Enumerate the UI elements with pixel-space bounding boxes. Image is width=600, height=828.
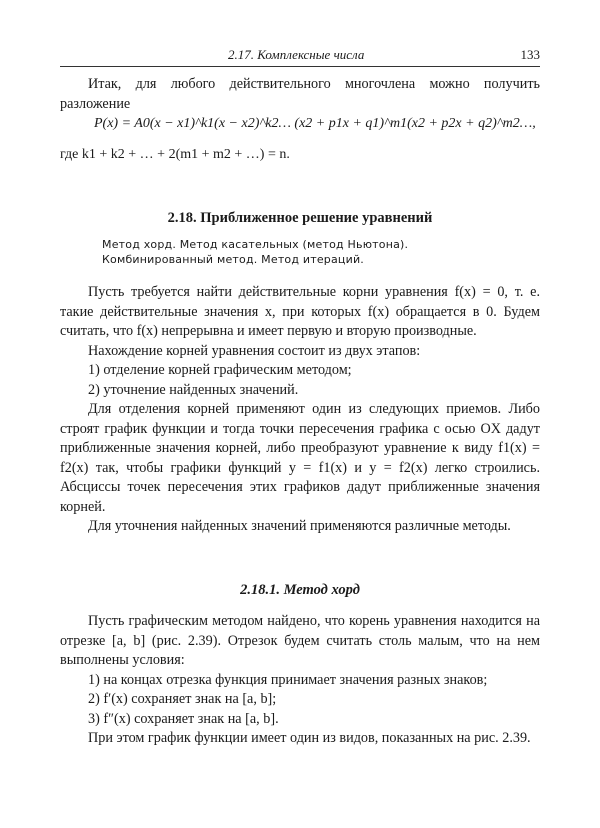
intro-paragraph xyxy=(60,75,540,114)
exponent-condition xyxy=(60,147,290,163)
list-item: 1) отделение корней графическим методом; xyxy=(88,362,352,378)
section-heading-2-18: 2.18. Приближенное решение уравнений xyxy=(167,210,433,226)
list-item: 2) уточнение найденных значений. xyxy=(88,381,299,398)
paragraph: Для отделения корней применяют один из следующих приемов. Либо строят график функции и тогда точки пересечения графика с осью OX дадут приближенные значения корней, либо преобразуют уравнение к виду f1(x) = f2(x) так, чтобы графики функций y = f1(x) и y = f2(x) легко строились. Абсциссы точек пересечения этих графиков дадут приближенные значения корней. xyxy=(60,401,540,515)
list-item: 3) f″(x) сохраняет знак на [a, b]. xyxy=(88,710,279,727)
formula-text: P(x) = A0(x − x1)^k1(x − x2)^k2… (x2 + p1x + q1)^m1(x2 + p2x + q2)^m2…, xyxy=(94,116,536,131)
list-item: 1) на концах отрезка функция принимает значения разных знаков; xyxy=(88,671,488,688)
section-2-18-body xyxy=(60,283,540,537)
paragraph: Пусть графическим методом найдено, что корень уравнения находится на отрезке [a, b] (рис. 2.39). Отрезок будем считать столь малым, что на нем выполнены условия: xyxy=(60,613,540,668)
section-2-18-1-body xyxy=(60,612,540,749)
paragraph: Пусть требуется найти действительные корни уравнения f(x) = 0, т. е. такие действительные значения x, при которых f(x) обращается в 0. Будем считать, что f(x) непрерывна и имеет первую и вторую производные. xyxy=(60,284,540,339)
section-heading-2-18-1: 2.18.1. Метод хорд xyxy=(240,582,360,598)
paragraph: Для уточнения найденных значений применяются различные методы. xyxy=(88,518,511,534)
where-text: где k1 + k2 + … + 2(m1 + m2 + …) = n. xyxy=(60,147,290,162)
list-item: 2) f′(x) сохраняет знак на [a, b]; xyxy=(88,691,277,707)
section-keywords: Метод хорд. Метод касательных (метод Ньютона). Комбинированный метод. Метод итераций. xyxy=(102,238,409,266)
intro-text: Итак, для любого действительного многочлена можно получить разложение xyxy=(60,76,540,112)
running-header xyxy=(60,44,540,67)
paragraph: Нахождение корней уравнения состоит из двух этапов: xyxy=(88,342,421,359)
header-section-title: 2.17. Комплексные числа xyxy=(228,47,365,62)
paragraph: При этом график функции имеет один из видов, показанных на рис. 2.39. xyxy=(88,730,531,746)
page-number: 133 xyxy=(520,47,540,62)
factorization-formula xyxy=(94,116,536,132)
